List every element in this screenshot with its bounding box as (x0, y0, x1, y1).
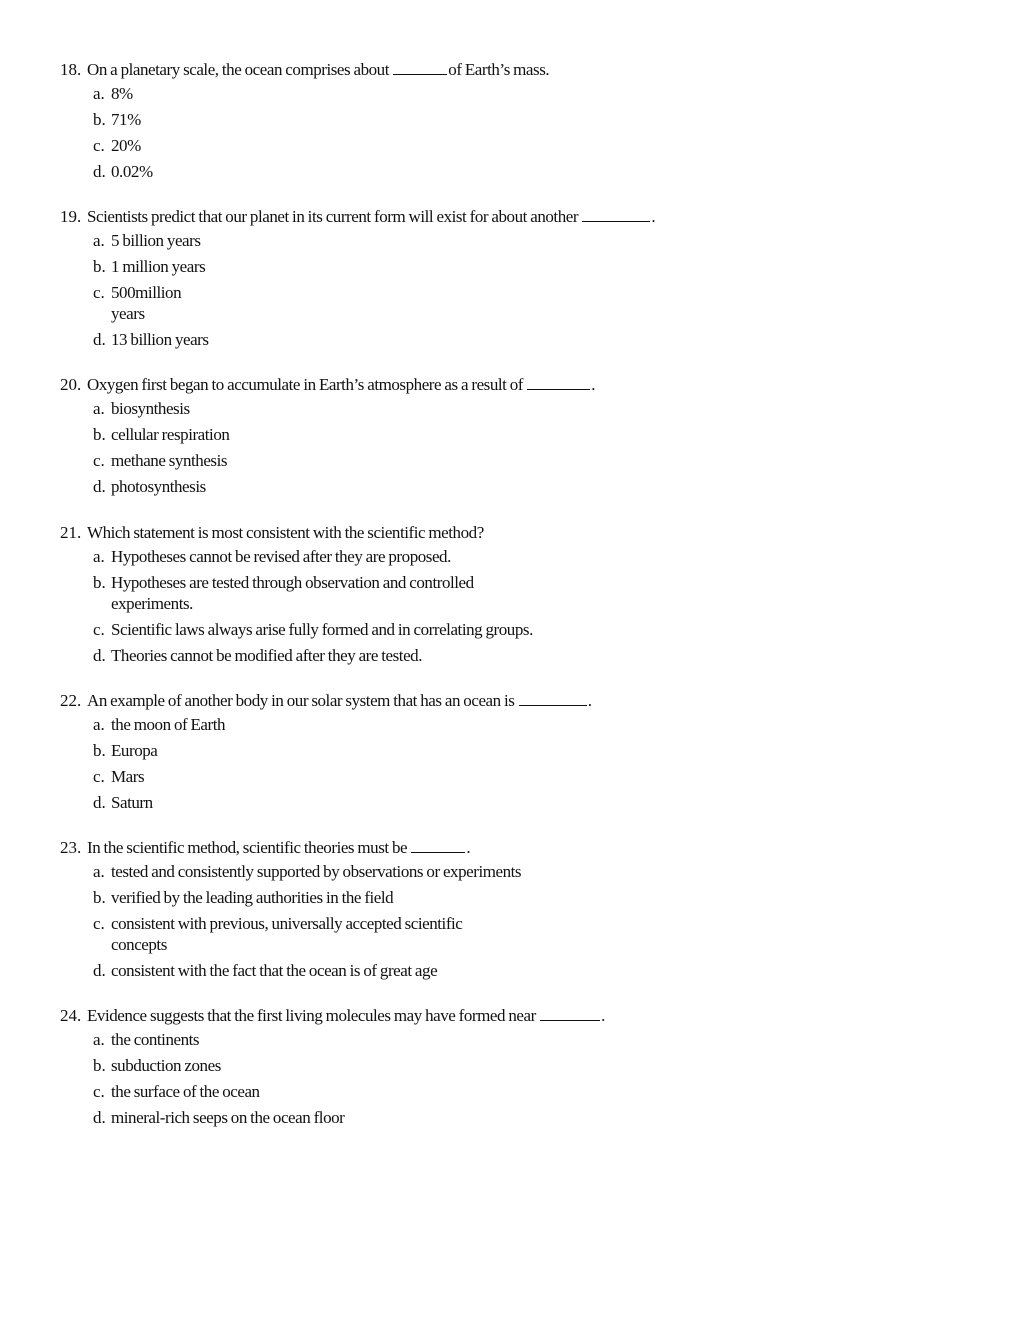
option-c (60, 619, 960, 640)
option-text: Europa (111, 741, 158, 760)
option-d (60, 645, 960, 666)
question-stem (60, 206, 960, 228)
option-text: 71% (111, 110, 141, 129)
option-letter: c. (93, 283, 105, 302)
option-text: the moon of Earth (111, 715, 226, 734)
answer-blank (540, 1005, 600, 1021)
question-text: Oxygen first began to accumulate in Earth’s atmosphere as a result of (87, 375, 527, 394)
option-text: 8% (111, 84, 133, 103)
question-text-end: . (651, 207, 656, 226)
option-a (60, 714, 960, 735)
option-letter: d. (93, 330, 106, 349)
answer-options (60, 398, 960, 497)
option-d (60, 476, 960, 497)
question-19 (60, 206, 960, 355)
option-letter: d. (93, 793, 106, 812)
option-text: consistent with the fact that the ocean is of great age (111, 961, 438, 980)
option-text: tested and consistently supported by observations or experiments (111, 862, 522, 881)
question-number: 21. (60, 523, 82, 542)
option-text: Mars (111, 767, 145, 786)
option-b (60, 887, 960, 908)
question-text: Which statement is most consistent with the scientific method? (87, 523, 484, 542)
option-letter: c. (93, 620, 105, 639)
answer-options (60, 546, 960, 666)
option-letter: b. (93, 1056, 106, 1075)
option-d (60, 329, 960, 350)
option-text: verified by the leading authorities in the field (111, 888, 394, 907)
option-letter: b. (93, 425, 106, 444)
option-letter: b. (93, 257, 106, 276)
option-letter: b. (93, 741, 106, 760)
option-text: mineral-rich seeps on the ocean floor (111, 1108, 345, 1127)
option-letter: b. (93, 110, 106, 129)
option-b (60, 256, 960, 277)
answer-options (60, 83, 960, 182)
option-text: the continents (111, 1030, 200, 1049)
question-23 (60, 837, 960, 986)
option-b (60, 572, 960, 614)
option-letter: b. (93, 573, 106, 592)
option-text: biosynthesis (111, 399, 190, 418)
option-letter: d. (93, 646, 106, 665)
option-text: Hypotheses are tested through observation and controlled experiments. (111, 573, 474, 613)
option-c (60, 135, 960, 156)
option-text: Scientific laws always arise fully formed and in correlating groups. (111, 620, 533, 639)
option-d (60, 792, 960, 813)
option-letter: b. (93, 888, 106, 907)
option-letter: a. (93, 231, 105, 250)
question-text-end: . (466, 838, 471, 857)
option-letter: c. (93, 451, 105, 470)
question-stem (60, 1005, 960, 1027)
question-number: 24. (60, 1006, 82, 1025)
question-text-end: . (591, 375, 596, 394)
option-a (60, 1029, 960, 1050)
question-number: 18. (60, 60, 82, 79)
option-d (60, 161, 960, 182)
option-text: methane synthesis (111, 451, 228, 470)
question-20 (60, 374, 960, 502)
option-text: 1 million years (111, 257, 206, 276)
question-21 (60, 522, 960, 671)
option-letter: d. (93, 162, 106, 181)
question-number: 22. (60, 691, 82, 710)
question-number: 23. (60, 838, 82, 857)
question-stem (60, 374, 960, 396)
option-a (60, 398, 960, 419)
option-text: subduction zones (111, 1056, 221, 1075)
option-text: 20% (111, 136, 141, 155)
answer-options (60, 230, 960, 350)
option-letter: d. (93, 1108, 106, 1127)
option-letter: a. (93, 84, 105, 103)
option-c (60, 766, 960, 787)
option-c (60, 282, 960, 324)
question-text: Scientists predict that our planet in its current form will exist for about another (87, 207, 582, 226)
answer-options (60, 714, 960, 813)
question-text: Evidence suggests that the first living molecules may have formed near (87, 1006, 540, 1025)
question-24 (60, 1005, 960, 1133)
answer-options (60, 861, 960, 981)
option-text: the surface of the ocean (111, 1082, 260, 1101)
question-stem (60, 522, 960, 544)
option-text: Theories cannot be modified after they are tested. (111, 646, 423, 665)
option-b (60, 109, 960, 130)
question-text-end: of Earth’s mass. (448, 60, 550, 79)
option-text: 5 billion years (111, 231, 201, 250)
option-letter: c. (93, 767, 105, 786)
option-d (60, 1107, 960, 1128)
option-text: consistent with previous, universally accepted scientific concepts (111, 914, 463, 954)
option-text: 500million years (111, 283, 182, 323)
option-text: Hypotheses cannot be revised after they are proposed. (111, 547, 451, 566)
option-text: Saturn (111, 793, 153, 812)
option-letter: c. (93, 1082, 105, 1101)
question-number: 20. (60, 375, 82, 394)
option-letter: a. (93, 547, 105, 566)
option-letter: a. (93, 1030, 105, 1049)
option-letter: a. (93, 715, 105, 734)
option-b (60, 1055, 960, 1076)
option-b (60, 424, 960, 445)
question-text: An example of another body in our solar system that has an ocean is (87, 691, 518, 710)
option-letter: c. (93, 136, 105, 155)
option-letter: d. (93, 477, 106, 496)
answer-blank (582, 206, 650, 222)
option-a (60, 861, 960, 882)
option-text: cellular respiration (111, 425, 230, 444)
option-c (60, 450, 960, 471)
answer-blank (393, 59, 447, 75)
option-a (60, 83, 960, 104)
option-c (60, 913, 960, 955)
option-text: 0.02% (111, 162, 153, 181)
option-b (60, 740, 960, 761)
option-letter: d. (93, 961, 106, 980)
question-text-end: . (587, 691, 592, 710)
option-c (60, 1081, 960, 1102)
question-text: In the scientific method, scientific theories must be (87, 838, 411, 857)
question-text: On a planetary scale, the ocean comprises about (87, 60, 393, 79)
answer-blank (519, 690, 587, 706)
question-text-end: . (601, 1006, 605, 1025)
option-text: photosynthesis (111, 477, 206, 496)
option-letter: a. (93, 862, 105, 881)
option-a (60, 230, 960, 251)
answer-options (60, 1029, 960, 1128)
question-number: 19. (60, 207, 82, 226)
question-stem (60, 690, 960, 712)
question-stem (60, 837, 960, 859)
question-18 (60, 59, 960, 187)
answer-blank (527, 374, 590, 390)
option-letter: c. (93, 914, 105, 933)
option-text: 13 billion years (111, 330, 209, 349)
option-a (60, 546, 960, 567)
question-stem (60, 59, 960, 81)
answer-blank (411, 837, 465, 853)
option-d (60, 960, 960, 981)
question-22 (60, 690, 960, 818)
option-letter: a. (93, 399, 105, 418)
